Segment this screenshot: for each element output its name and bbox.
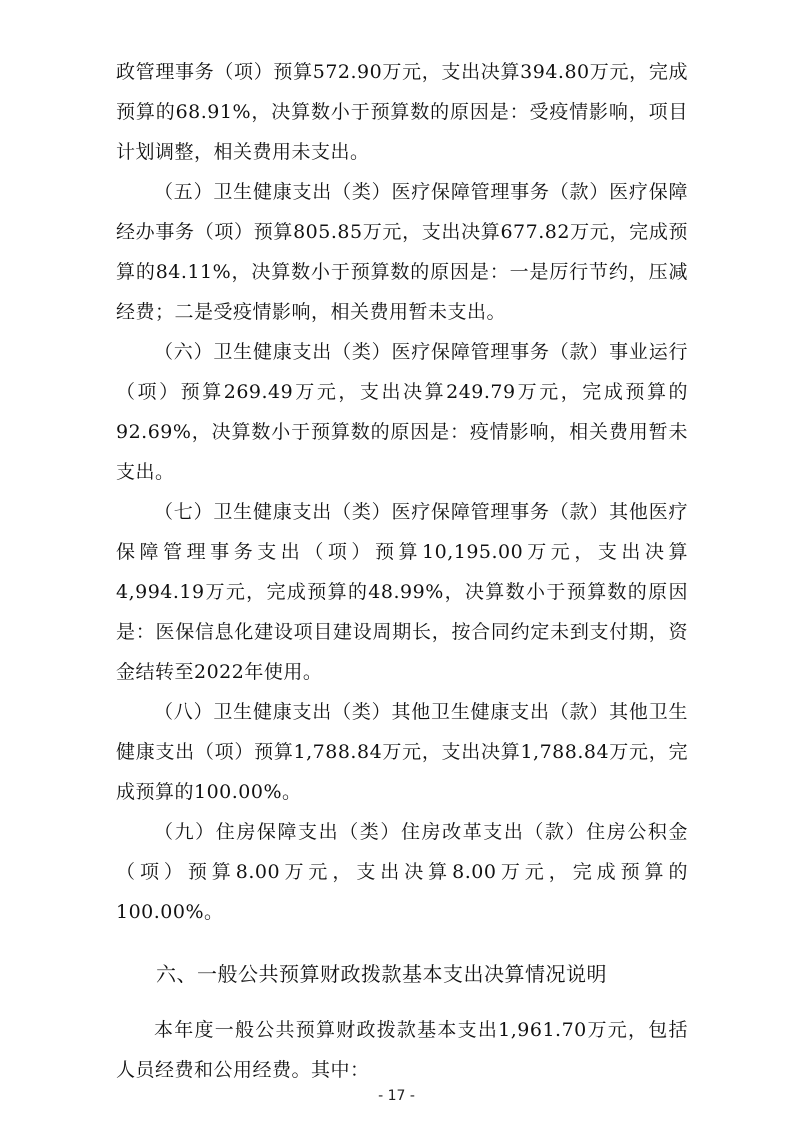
paragraph-item-6: （六）卫生健康支出（类）医疗保障管理事务（款）事业运行（项）预算269.49万元，支出决算249.79万元，完成预算的92.69%，决算数小于预算数的原因是：疫情影响，相关费用暂未支出。 bbox=[116, 341, 688, 483]
paragraph-item-7: （七）卫生健康支出（类）医疗保障管理事务（款）其他医疗保障管理事务支出（项）预算10,195.00万元，支出决算4,994.19万元，完成预算的48.99%，决算数小于预算数的原因是：医保信息化建设项目建设周期长，按合同约定未到支付期，资金结转至2022年使用。 bbox=[116, 501, 688, 683]
section-paragraph: 本年度一般公共预算财政拨款基本支出1,961.70万元，包括人员经费和公用经费。其中： bbox=[116, 1019, 688, 1081]
section-heading: 六、一般公共预算财政拨款基本支出决算情况说明 bbox=[156, 962, 607, 986]
paragraph-item-8: （八）卫生健康支出（类）其他卫生健康支出（款）其他卫生健康支出（项）预算1,788.84万元，支出决算1,788.84万元，完成预算的100.00%。 bbox=[116, 701, 688, 803]
page-content bbox=[116, 52, 688, 1090]
paragraph-item-9: （九）住房保障支出（类）住房改革支出（款）住房公积金（项）预算8.00万元，支出决算8.00万元，完成预算的100.00%。 bbox=[116, 821, 688, 923]
page-number: - 17 - bbox=[378, 1088, 415, 1104]
paragraph-item-5: （五）卫生健康支出（类）医疗保障管理事务（款）医疗保障经办事务（项）预算805.85万元，支出决算677.82万元，完成预算的84.11%，决算数小于预算数的原因是：一是厉行节约，压减经费；二是受疫情影响，相关费用暂未支出。 bbox=[116, 181, 688, 323]
paragraph-continuation: 政管理事务（项）预算572.90万元，支出决算394.80万元，完成预算的68.91%，决算数小于预算数的原因是：受疫情影响，项目计划调整，相关费用未支出。 bbox=[116, 61, 688, 163]
